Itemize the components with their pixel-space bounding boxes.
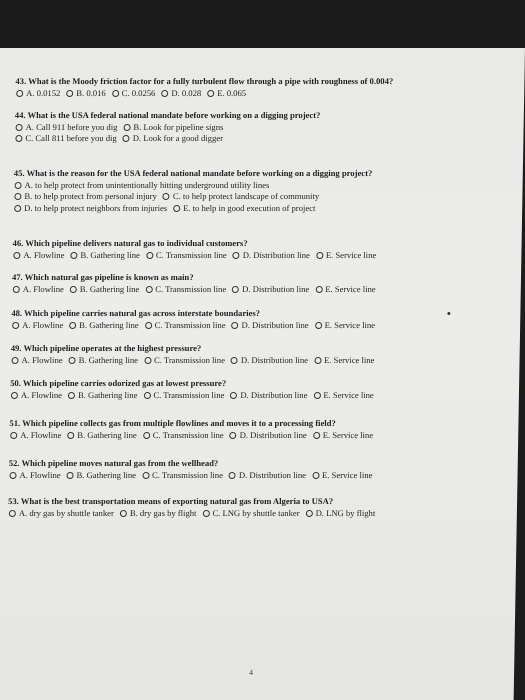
question-stem: 49. Which pipeline operates at the highest pressure? bbox=[10, 343, 202, 353]
radio-circle-icon[interactable] bbox=[315, 286, 322, 293]
answer-option-label: D. Distribution line bbox=[242, 283, 310, 294]
radio-circle-icon[interactable] bbox=[70, 252, 77, 259]
answer-option-label: A. Flowline bbox=[23, 249, 65, 260]
answer-option[interactable] bbox=[68, 355, 139, 365]
answer-option-label: C. Transmission line bbox=[154, 319, 226, 330]
answer-option[interactable] bbox=[12, 284, 64, 294]
answer-option-label: B. Gathering line bbox=[79, 283, 140, 294]
answer-option[interactable] bbox=[312, 430, 374, 440]
answer-option-label: B. Gathering line bbox=[80, 249, 140, 260]
question-52 bbox=[8, 458, 508, 481]
option-row bbox=[13, 191, 513, 203]
answer-option[interactable] bbox=[12, 250, 64, 260]
radio-circle-icon[interactable] bbox=[15, 135, 22, 142]
question-stem: 46. Which pipeline delivers natural gas to individual customers? bbox=[12, 238, 248, 248]
answer-option-label: B. Gathering line bbox=[77, 429, 137, 440]
answer-option-label: B. 0.016 bbox=[76, 87, 106, 98]
answer-option[interactable] bbox=[15, 88, 60, 98]
answer-option[interactable] bbox=[66, 470, 137, 480]
option-row bbox=[8, 470, 508, 482]
answer-option-label: E. Service line bbox=[324, 319, 376, 330]
answer-option[interactable] bbox=[14, 133, 117, 143]
radio-circle-icon[interactable] bbox=[70, 286, 77, 293]
radio-circle-icon[interactable] bbox=[229, 472, 236, 479]
answer-option[interactable] bbox=[231, 320, 309, 330]
radio-circle-icon[interactable] bbox=[142, 472, 149, 479]
answer-option[interactable] bbox=[144, 320, 226, 330]
radio-circle-icon[interactable] bbox=[123, 124, 130, 131]
answer-option-label: B. to help protect from personal injury bbox=[24, 191, 157, 201]
radio-circle-icon[interactable] bbox=[306, 510, 313, 517]
answer-option-label: D. Look for a good digger bbox=[132, 133, 224, 143]
stray-mark bbox=[447, 312, 450, 315]
option-row bbox=[10, 355, 510, 367]
radio-circle-icon[interactable] bbox=[163, 193, 170, 200]
answer-option-label: C. 0.0256 bbox=[121, 87, 156, 98]
option-row bbox=[15, 88, 515, 100]
option-row bbox=[12, 250, 512, 262]
answer-option-label: B. Look for pipeline signs bbox=[133, 121, 224, 132]
answer-option[interactable] bbox=[229, 390, 307, 400]
radio-circle-icon[interactable] bbox=[9, 472, 16, 479]
question-49 bbox=[10, 343, 510, 366]
option-row bbox=[13, 203, 513, 215]
answer-option-label: B. dry gas by flight bbox=[129, 507, 197, 518]
question-stem: 48. Which pipeline carries natural gas across interstate boundaries? bbox=[11, 308, 261, 318]
answer-option[interactable] bbox=[229, 430, 307, 440]
question-stem: 52. Which pipeline moves natural gas from the wellhead? bbox=[8, 458, 219, 468]
answer-option[interactable] bbox=[143, 355, 225, 365]
answer-option-label: D. Distribution line bbox=[242, 249, 310, 260]
radio-circle-icon[interactable] bbox=[161, 90, 168, 97]
question-stem: 44. What is the USA federal national mandate before working on a digging project? bbox=[14, 110, 321, 120]
question-stem: 51. Which pipeline collects gas from multiple flowlines and moves it to a processing field? bbox=[9, 418, 336, 428]
question-53 bbox=[8, 496, 508, 519]
answer-option[interactable] bbox=[231, 284, 309, 294]
answer-option[interactable] bbox=[160, 88, 201, 98]
answer-option-label: C. Call 811 before you dig bbox=[25, 133, 117, 143]
answer-option[interactable] bbox=[162, 191, 319, 201]
question-44 bbox=[14, 110, 515, 145]
answer-option-label: A. 0.0152 bbox=[26, 87, 61, 98]
option-row bbox=[15, 122, 515, 134]
answer-option-label: E. Service line bbox=[323, 389, 374, 400]
radio-circle-icon[interactable] bbox=[11, 392, 18, 399]
answer-option[interactable] bbox=[312, 390, 374, 400]
question-51 bbox=[9, 418, 509, 441]
page-number: 4 bbox=[249, 668, 254, 677]
radio-circle-icon[interactable] bbox=[123, 135, 130, 142]
radio-circle-icon[interactable] bbox=[173, 205, 180, 212]
answer-option[interactable] bbox=[122, 133, 223, 143]
radio-circle-icon[interactable] bbox=[202, 510, 209, 517]
question-50 bbox=[10, 378, 510, 401]
radio-circle-icon[interactable] bbox=[314, 357, 321, 364]
answer-option[interactable] bbox=[119, 508, 197, 518]
answer-option[interactable] bbox=[206, 88, 246, 98]
answer-option[interactable] bbox=[10, 355, 62, 365]
radio-circle-icon[interactable] bbox=[143, 432, 150, 439]
answer-option-label: A. Flowline bbox=[22, 283, 64, 294]
radio-circle-icon[interactable] bbox=[69, 357, 76, 364]
answer-option-label: B. Gathering line bbox=[77, 389, 138, 400]
answer-option-label: A. Flowline bbox=[20, 429, 62, 440]
answer-option[interactable] bbox=[172, 203, 315, 213]
radio-circle-icon[interactable] bbox=[144, 357, 151, 364]
answer-option[interactable] bbox=[13, 191, 157, 201]
answer-option-label: B. Gathering line bbox=[76, 469, 137, 480]
answer-option[interactable] bbox=[9, 430, 61, 440]
answer-option[interactable] bbox=[230, 355, 308, 365]
answer-option[interactable] bbox=[14, 180, 270, 190]
answer-option[interactable] bbox=[11, 320, 63, 330]
radio-circle-icon[interactable] bbox=[12, 322, 19, 329]
radio-circle-icon[interactable] bbox=[13, 252, 20, 259]
option-row bbox=[14, 133, 514, 145]
answer-option[interactable] bbox=[232, 250, 310, 260]
answer-option[interactable] bbox=[15, 122, 118, 132]
answer-option-label: A. Flowline bbox=[20, 389, 63, 400]
radio-circle-icon[interactable] bbox=[66, 90, 73, 97]
radio-circle-icon[interactable] bbox=[112, 90, 119, 97]
answer-option[interactable] bbox=[311, 470, 373, 480]
answer-option-label: E. Service line bbox=[321, 469, 373, 480]
answer-option-label: C. to help protect landscape of community bbox=[172, 191, 320, 201]
answer-option-label: D. Distribution line bbox=[238, 469, 307, 480]
radio-circle-icon[interactable] bbox=[120, 510, 127, 517]
radio-circle-icon[interactable] bbox=[232, 286, 239, 293]
radio-circle-icon[interactable] bbox=[69, 322, 76, 329]
answer-option[interactable] bbox=[315, 250, 377, 260]
answer-option-label: D. LNG by flight bbox=[315, 507, 376, 518]
option-row bbox=[10, 390, 510, 402]
answer-option[interactable] bbox=[10, 390, 62, 400]
answer-option[interactable] bbox=[13, 203, 167, 213]
answer-option[interactable] bbox=[111, 88, 156, 98]
answer-option[interactable] bbox=[201, 508, 299, 518]
answer-option-label: C. Transmission line bbox=[152, 429, 224, 440]
answer-option-label: B. Gathering line bbox=[79, 319, 139, 330]
question-47 bbox=[12, 272, 512, 295]
radio-circle-icon[interactable] bbox=[233, 252, 240, 259]
answer-option-label: C. Transmission line bbox=[151, 469, 224, 480]
radio-circle-icon[interactable] bbox=[13, 286, 20, 293]
radio-circle-icon[interactable] bbox=[145, 286, 152, 293]
answer-option-label: E. Service line bbox=[325, 283, 376, 294]
radio-circle-icon[interactable] bbox=[9, 510, 16, 517]
radio-circle-icon[interactable] bbox=[67, 432, 74, 439]
answer-option-label: E. Service line bbox=[325, 249, 377, 260]
answer-option[interactable] bbox=[228, 470, 306, 480]
answer-option[interactable] bbox=[122, 122, 223, 132]
answer-option-label: C. Transmission line bbox=[153, 389, 225, 400]
answer-option-label: C. Transmission line bbox=[155, 249, 227, 260]
answer-option[interactable] bbox=[8, 470, 60, 480]
radio-circle-icon[interactable] bbox=[313, 392, 320, 399]
answer-option-label: B. Gathering line bbox=[78, 354, 139, 365]
answer-option-label: D. Distribution line bbox=[239, 429, 307, 440]
answer-option-label: A. Flowline bbox=[19, 469, 61, 480]
radio-circle-icon[interactable] bbox=[143, 392, 150, 399]
answer-option-label: D. Distribution line bbox=[240, 354, 309, 365]
question-stem: 45. What is the reason for the USA federal national mandate before working on a digging project? bbox=[13, 168, 373, 178]
answer-option[interactable] bbox=[314, 320, 376, 330]
radio-circle-icon[interactable] bbox=[16, 90, 23, 97]
answer-option-label: A. Flowline bbox=[21, 354, 63, 365]
question-46 bbox=[12, 238, 512, 261]
answer-option[interactable] bbox=[313, 355, 375, 365]
radio-circle-icon[interactable] bbox=[312, 472, 319, 479]
answer-option[interactable] bbox=[69, 284, 140, 294]
question-43 bbox=[15, 76, 515, 99]
answer-option[interactable] bbox=[305, 508, 376, 518]
answer-option-label: C. LNG by shuttle tanker bbox=[212, 507, 300, 518]
option-row bbox=[12, 284, 512, 296]
answer-option-label: C. Transmission line bbox=[153, 354, 226, 365]
radio-circle-icon[interactable] bbox=[14, 193, 21, 200]
exam-page bbox=[0, 48, 525, 700]
radio-circle-icon[interactable] bbox=[146, 252, 153, 259]
radio-circle-icon[interactable] bbox=[67, 472, 74, 479]
question-45 bbox=[13, 168, 514, 214]
answer-option[interactable] bbox=[69, 250, 140, 260]
answer-option-label: E. 0.065 bbox=[217, 87, 247, 98]
radio-circle-icon[interactable] bbox=[16, 124, 23, 131]
question-stem: 53. What is the best transportation means of exporting natural gas from Algeria to USA? bbox=[8, 496, 334, 506]
answer-option-label: D. to help protect neighbors from injuries bbox=[24, 202, 168, 213]
answer-option-label: A. Flowline bbox=[22, 319, 64, 330]
answer-option[interactable] bbox=[68, 320, 139, 330]
answer-option[interactable] bbox=[65, 88, 106, 98]
radio-circle-icon[interactable] bbox=[316, 252, 323, 259]
option-row bbox=[9, 430, 509, 442]
question-stem: 47. Which natural gas pipeline is known as main? bbox=[11, 272, 194, 282]
answer-option[interactable] bbox=[66, 430, 137, 440]
answer-option-label: E. to help in good execution of project bbox=[183, 202, 316, 213]
option-row bbox=[8, 508, 508, 520]
question-stem: 50. Which pipeline carries odorized gas at lowest pressure? bbox=[10, 378, 227, 388]
answer-option[interactable] bbox=[145, 250, 227, 260]
answer-option-label: D. 0.028 bbox=[171, 87, 202, 98]
radio-circle-icon[interactable] bbox=[313, 432, 320, 439]
answer-option-label: E. Service line bbox=[323, 354, 375, 365]
answer-option-label: A. dry gas by shuttle tanker bbox=[18, 507, 114, 518]
answer-option-label: A. Call 911 before you dig bbox=[25, 121, 118, 132]
radio-circle-icon[interactable] bbox=[145, 322, 152, 329]
radio-circle-icon[interactable] bbox=[230, 432, 237, 439]
radio-circle-icon[interactable] bbox=[230, 392, 237, 399]
radio-circle-icon[interactable] bbox=[232, 322, 239, 329]
option-row bbox=[11, 320, 511, 332]
radio-circle-icon[interactable] bbox=[207, 90, 214, 97]
answer-option-label: C. Transmission line bbox=[155, 283, 227, 294]
question-stem: 43. What is the Moody friction factor for a fully turbulent flow through a pipe with roughness of 0.004? bbox=[15, 76, 394, 86]
answer-option[interactable] bbox=[8, 508, 114, 518]
radio-circle-icon[interactable] bbox=[14, 205, 21, 212]
answer-option[interactable] bbox=[142, 430, 224, 440]
radio-circle-icon[interactable] bbox=[315, 322, 322, 329]
radio-circle-icon[interactable] bbox=[231, 357, 238, 364]
answer-option[interactable] bbox=[144, 284, 226, 294]
answer-option[interactable] bbox=[141, 470, 223, 480]
radio-circle-icon[interactable] bbox=[15, 182, 22, 189]
answer-option[interactable] bbox=[142, 390, 224, 400]
radio-circle-icon[interactable] bbox=[68, 392, 75, 399]
radio-circle-icon[interactable] bbox=[11, 357, 18, 364]
answer-option[interactable] bbox=[67, 390, 138, 400]
answer-option-label: E. Service line bbox=[322, 429, 374, 440]
radio-circle-icon[interactable] bbox=[10, 432, 17, 439]
answer-option-label: A. to help protect from unintentionally hitting underground utility lines bbox=[24, 179, 270, 190]
answer-option-label: D. Distribution line bbox=[241, 319, 309, 330]
answer-option[interactable] bbox=[314, 284, 376, 294]
option-row bbox=[14, 180, 514, 192]
answer-option-label: D. Distribution line bbox=[240, 389, 308, 400]
question-48 bbox=[11, 308, 511, 331]
